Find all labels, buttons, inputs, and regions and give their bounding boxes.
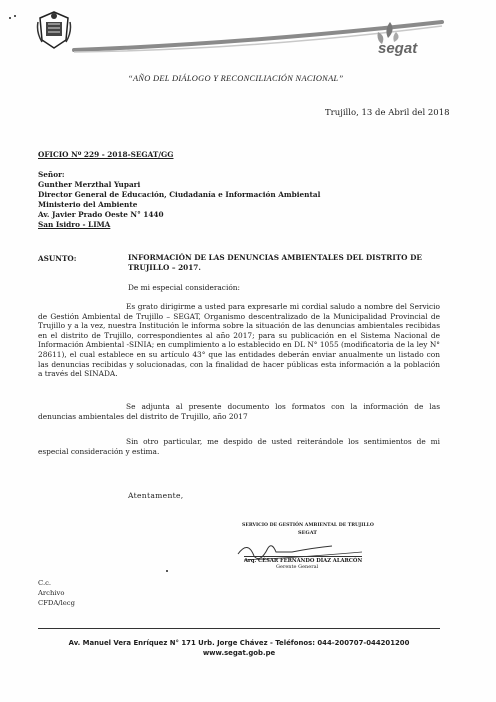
footer-website: www.segat.gob.pe <box>202 649 276 657</box>
body-paragraph-2: Se adjunta al presente documento los formatos con la información de las denuncias ambientales del distrito de Trujillo, año 2017 <box>38 402 440 421</box>
footer-address: Av. Manuel Vera Enríquez N° 171 Urb. Jorge Chávez - Teléfonos: 044-200707-044201200 <box>68 639 410 647</box>
year-slogan: “AÑO DEL DIÁLOGO Y RECONCILIACIÓN NACIONAL” <box>128 74 344 83</box>
scan-mark <box>166 570 168 572</box>
segat-logo <box>368 20 438 60</box>
segat-wordmark: segat <box>378 40 418 57</box>
scan-mark <box>14 15 16 17</box>
recipient-name: Gunther Merzthal Yupari <box>38 180 141 189</box>
recipient-title: Director General de Educación, Ciudadanía e Información Ambiental <box>38 190 321 199</box>
subject-text: INFORMACIÓN DE LAS DENUNCIAS AMBIENTALES DEL DISTRITO DE TRUJILLO – 2017. <box>128 253 422 272</box>
signer-role: Gerente General <box>276 564 319 570</box>
signature-stamp-org: SEGAT <box>298 530 318 536</box>
oficio-number: OFICIO Nº 229 - 2018-SEGAT/GG <box>38 150 174 159</box>
footer <box>38 638 440 658</box>
recipient-address: Av. Javier Prado Oeste N° 1440 <box>38 210 164 219</box>
footer-divider <box>38 628 440 629</box>
body-paragraph-3: Sin otro particular, me despido de usted reiterándole los sentimientos de mi especial consideración y estima. <box>38 437 440 456</box>
signature-block <box>240 520 380 580</box>
scan-mark <box>9 17 11 19</box>
body-paragraph-1: Es grato dirigirme a usted para expresarle mi cordial saludo a nombre del Servicio de Gestión Ambiental de Trujillo – SEGAT, Organismo descentralizado de la Municipalidad Provincial de Trujillo y a la vez, nuestra Institución le informa sobre la situación de las denuncias ambientales recibidas en el distrito de Trujillo, correspondientes al año 2017; para su publicación en el Sistema Nacional de Información Ambiental -SINIA; en cumplimiento a lo establecido en DL N° 1055 (modificatoria de la ley N° 28611), el cual establece en su artículo 43° que las entidades deberán enviar anualmente un listado con las denuncias recibidas y solucionadas, con la finalidad de hacer públicas esta información a la población a través del SINADA. <box>38 302 440 379</box>
cc-archive: Archivo <box>38 589 65 597</box>
closing: Atentamente, <box>128 491 184 500</box>
cc-label: C.c. <box>38 579 52 587</box>
signature-stamp-title: SERVICIO DE GESTIÓN AMBIENTAL DE TRUJILLO <box>242 523 374 528</box>
greeting: De mi especial consideración: <box>128 283 241 292</box>
signer-name: Arq. CÉSAR FERNANDO DÍAZ ALARCÓN <box>244 558 363 564</box>
salutation: Señor: <box>38 170 65 179</box>
letter-date: Trujillo, 13 de Abril del 2018 <box>325 108 450 118</box>
coat-of-arms-logo <box>36 10 72 50</box>
recipient-organization: Ministerio del Ambiente <box>38 200 138 209</box>
cc-initials: CFDA/lecg <box>38 599 75 607</box>
subject-label: ASUNTO: <box>38 254 77 263</box>
recipient-city: San Isidro - LIMA <box>38 220 111 229</box>
